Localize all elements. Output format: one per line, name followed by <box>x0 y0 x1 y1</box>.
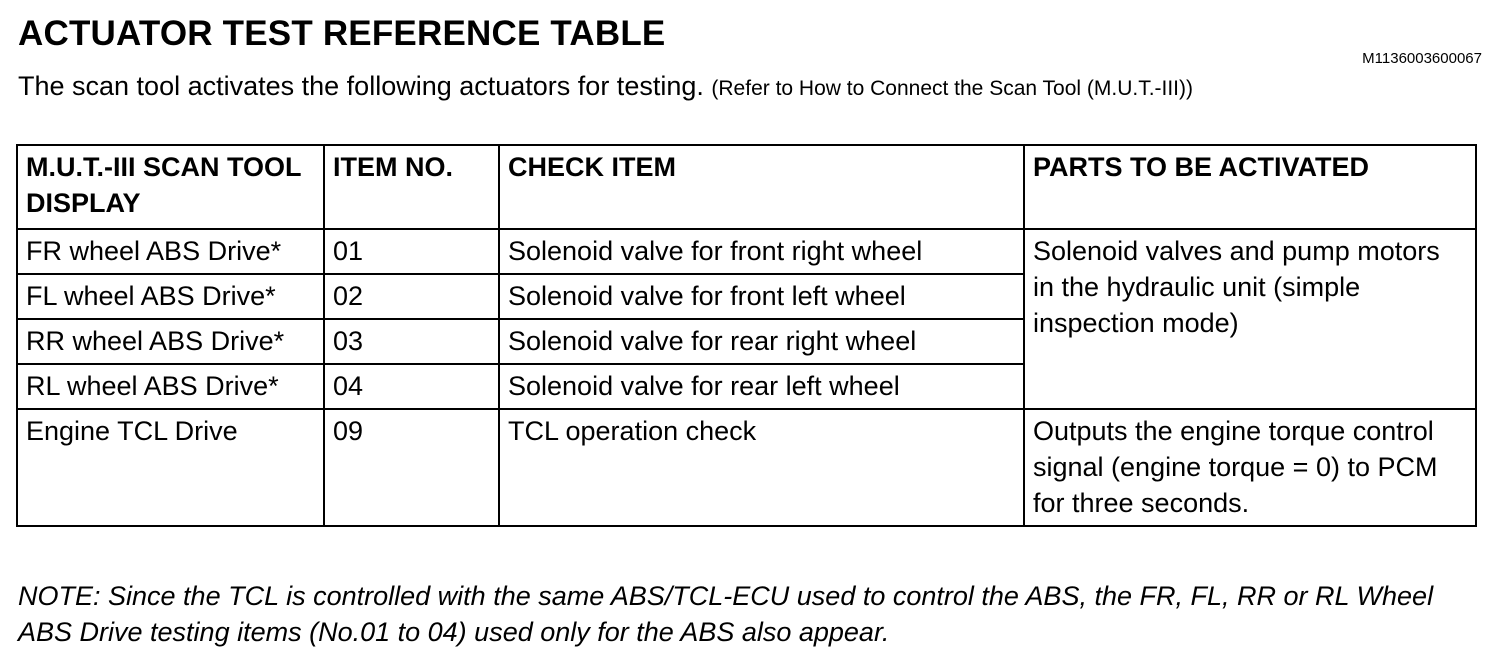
reference-link[interactable]: (Refer to How to Connect the Scan Tool (M.U.T.-III)) <box>711 77 1194 100</box>
cell-item-no: 04 <box>324 364 499 409</box>
cell-check-item: Solenoid valve for front right wheel <box>499 229 1024 274</box>
header-scan-tool-display: M.U.T.-III SCAN TOOL DISPLAY <box>17 145 324 229</box>
cell-display: Engine TCL Drive <box>17 409 324 526</box>
cell-item-no: 03 <box>324 319 499 364</box>
document-id: M1136003600067 <box>1362 50 1482 67</box>
cell-item-no: 02 <box>324 274 499 319</box>
cell-display: RR wheel ABS Drive* <box>17 319 324 364</box>
page-title: ACTUATOR TEST REFERENCE TABLE <box>18 14 666 53</box>
actuator-test-table <box>16 144 1477 527</box>
header-parts-activated: PARTS TO BE ACTIVATED <box>1024 145 1476 229</box>
cell-check-item: Solenoid valve for rear right wheel <box>499 319 1024 364</box>
cell-item-no: 09 <box>324 409 499 526</box>
header-item-no: ITEM NO. <box>324 145 499 229</box>
cell-check-item: TCL operation check <box>499 409 1024 526</box>
intro-paragraph <box>18 68 1193 107</box>
cell-display: FR wheel ABS Drive* <box>17 229 324 274</box>
note-paragraph: NOTE: Since the TCL is controlled with the same ABS/TCL-ECU used to control the ABS, the FR, FL, RR or RL Wheel ABS Drive testing items (No.01 to 04) used only for the ABS also appear. <box>18 581 1434 647</box>
table-row <box>17 229 1476 274</box>
table-row <box>17 409 1476 526</box>
table-header-row <box>17 145 1476 229</box>
cell-item-no: 01 <box>324 229 499 274</box>
header-check-item: CHECK ITEM <box>499 145 1024 229</box>
cell-parts-abs: Solenoid valves and pump motors in the hydraulic unit (simple inspection mode) <box>1024 229 1476 409</box>
cell-check-item: Solenoid valve for front left wheel <box>499 274 1024 319</box>
cell-check-item: Solenoid valve for rear left wheel <box>499 364 1024 409</box>
intro-text: The scan tool activates the following actuators for testing. <box>18 71 704 101</box>
cell-parts-tcl: Outputs the engine torque control signal (engine torque = 0) to PCM for three seconds. <box>1024 409 1476 526</box>
cell-display: FL wheel ABS Drive* <box>17 274 324 319</box>
cell-display: RL wheel ABS Drive* <box>17 364 324 409</box>
